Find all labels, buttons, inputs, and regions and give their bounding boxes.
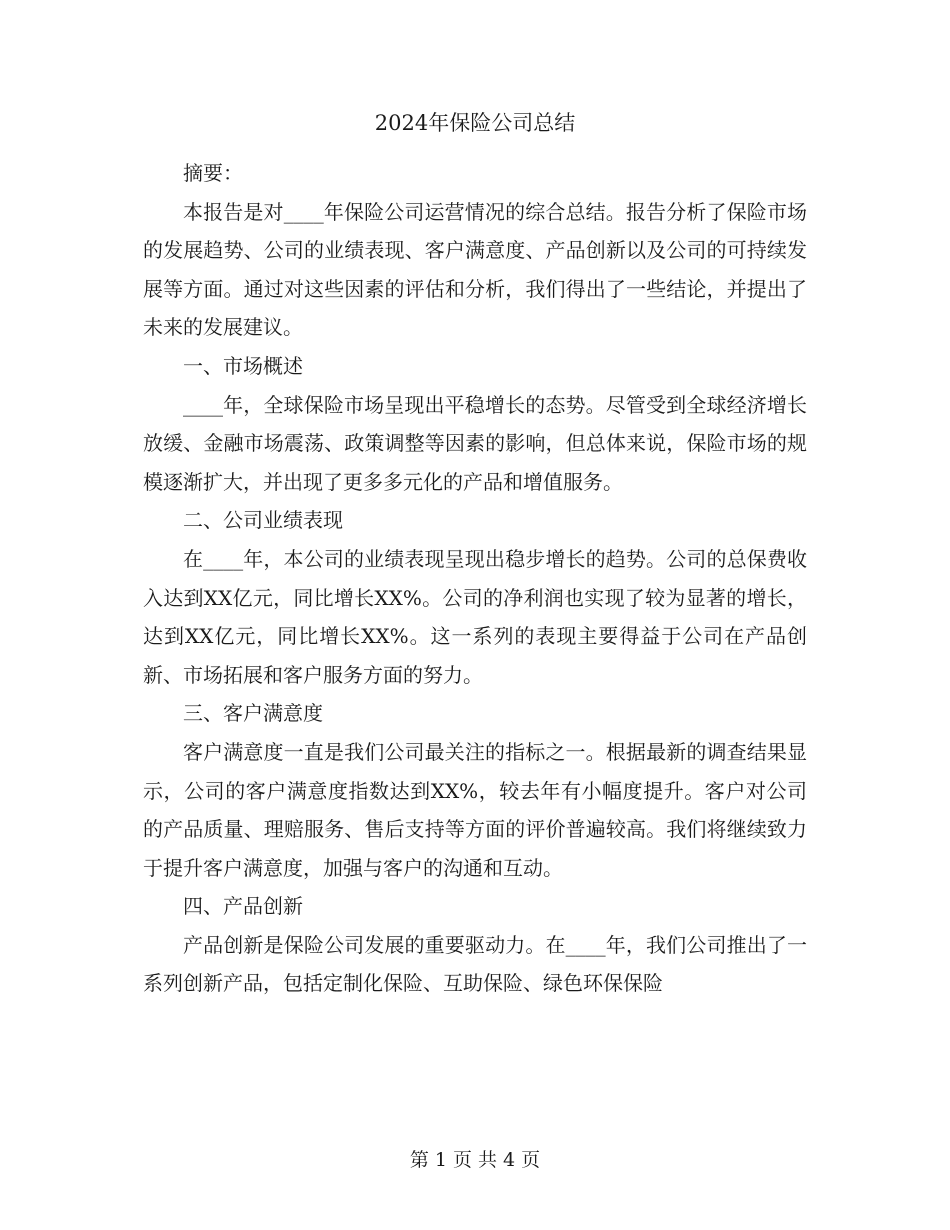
document-title: 2024年保险公司总结 xyxy=(374,111,576,135)
market-overview-paragraph: ____年，全球保险市场呈现出平稳增长的态势。尽管受到全球经济增长放缓、金融市场震荡、政策调整等因素的影响，但总体来说，保险市场的规模逐渐扩大，并出现了更多多元化的产品和增值服务。 xyxy=(143,392,807,494)
abstract-paragraph: 本报告是对____年保险公司运营情况的综合总结。报告分析了保险市场的发展趋势、公司的业绩表现、客户满意度、产品创新以及公司的可持续发展等方面。通过对这些因素的评估和分析，我们得出了一些结论，并提出了未来的发展建议。 xyxy=(143,199,807,340)
company-performance-paragraph: 在____年，本公司的业绩表现呈现出稳步增长的趋势。公司的总保费收入达到XX亿元，同比增长XX%。公司的净利润也实现了较为显著的增长，达到XX亿元，同比增长XX%。这一系列的表现主要得益于公司在产品创新、市场拓展和客户服务方面的努力。 xyxy=(143,546,807,687)
section-heading-market-overview: 一、市场概述 xyxy=(183,353,303,378)
customer-satisfaction-paragraph: 客户满意度一直是我们公司最关注的指标之一。根据最新的调查结果显示，公司的客户满意度指数达到XX%，较去年有小幅度提升。客户对公司的产品质量、理赔服务、售后支持等方面的评价普遍较高。我们将继续致力于提升客户满意度，加强与客户的沟通和互动。 xyxy=(143,739,807,880)
section-heading-customer-satisfaction: 三、客户满意度 xyxy=(183,701,323,726)
page-footer: 第 1 页 共 4 页 xyxy=(409,1149,541,1171)
document-body xyxy=(143,154,807,1003)
product-innovation-paragraph: 产品创新是保险公司发展的重要驱动力。在____年，我们公司推出了一系列创新产品，包括定制化保险、互助保险、绿色环保保险 xyxy=(143,932,807,996)
abstract-heading: 摘要： xyxy=(183,161,243,185)
section-heading-company-performance: 二、公司业绩表现 xyxy=(183,508,343,533)
section-heading-product-innovation: 四、产品创新 xyxy=(183,894,303,919)
